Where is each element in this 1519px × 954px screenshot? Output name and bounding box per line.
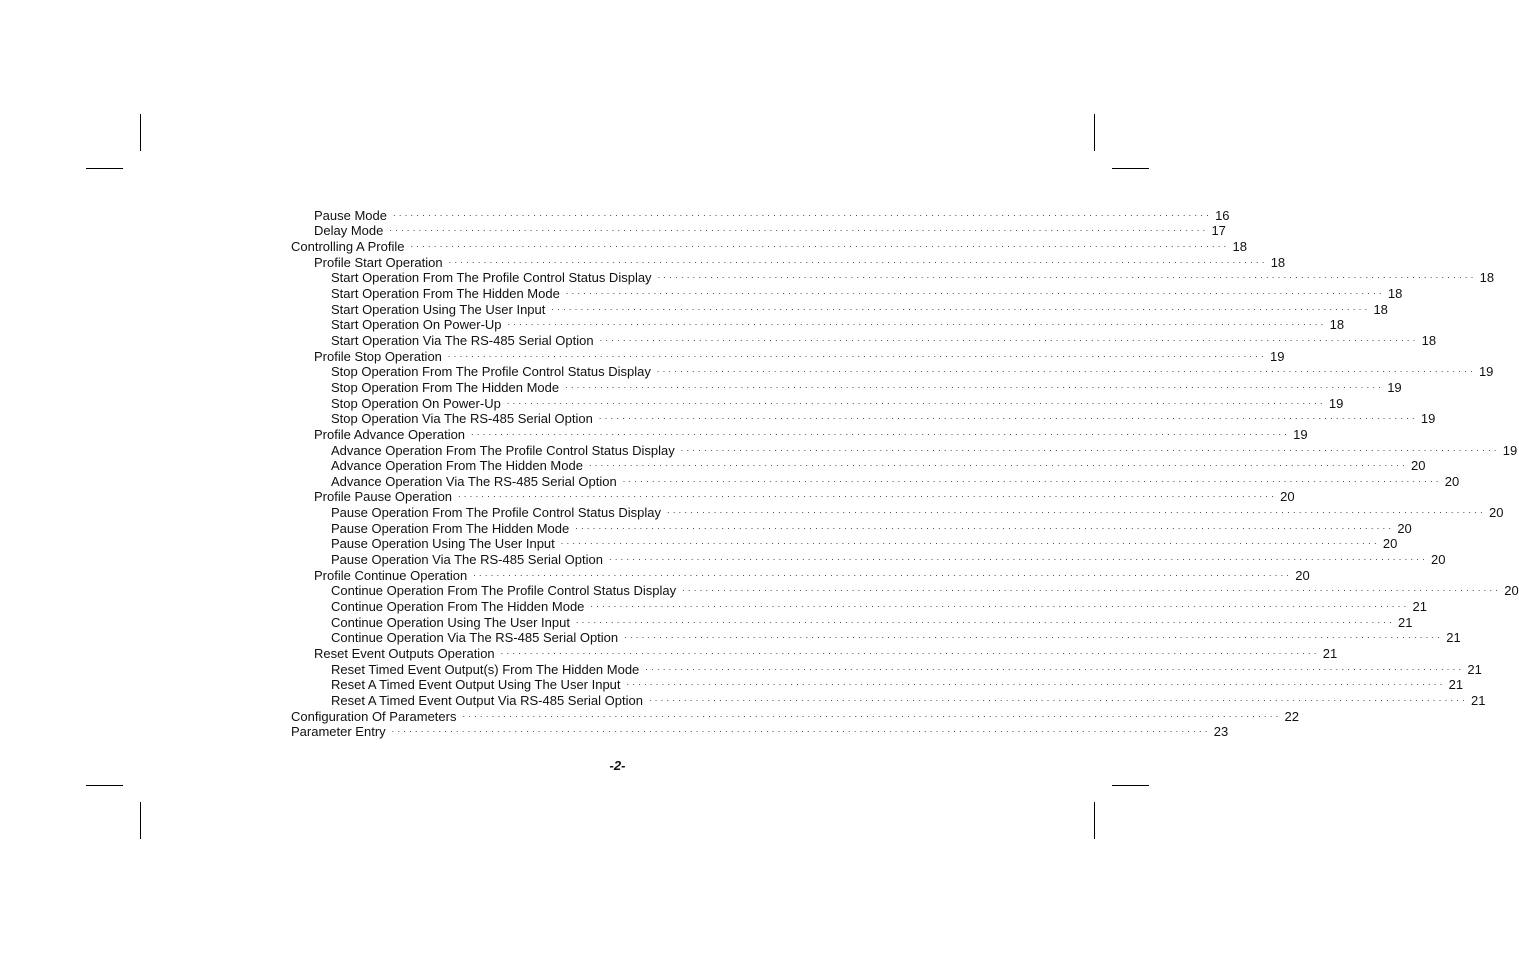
- toc-entry-title: Profile Continue Operation: [314, 567, 468, 583]
- toc-entry[interactable]: [291, 583, 1519, 599]
- toc-entry-page-number: 18: [1421, 332, 1437, 348]
- toc-dot-leader: ............................................................................................................................................: [648, 693, 1469, 703]
- toc-dot-leader: ............................................................................................................................................: [448, 254, 1268, 265]
- toc-entry-title: Start Operation Via The RS-485 Serial Option: [331, 332, 594, 348]
- toc-entry-title: Start Operation From The Profile Control Status Display: [331, 270, 652, 286]
- toc-entry-title: Reset Timed Event Output(s) From The Hidden Mode: [331, 661, 640, 677]
- toc-entry-title: Continue Operation Using The User Input: [331, 614, 570, 630]
- toc-entry-page-number: 19: [1269, 348, 1285, 364]
- toc-dot-leader: ............................................................................................................................................: [389, 223, 1209, 234]
- toc-entry-title: Start Operation Using The User Input: [331, 301, 546, 317]
- toc-entry-title: Pause Operation From The Profile Control Status Display: [331, 505, 661, 521]
- toc-entry-title: Pause Operation Using The User Input: [331, 536, 555, 552]
- toc-entry-page-number: 17: [1211, 223, 1226, 239]
- toc-entry-title: Continue Operation Via The RS-485 Serial Option: [331, 630, 619, 646]
- toc-dot-leader: ............................................................................................................................................: [656, 364, 1476, 375]
- toc-dot-leader: ............................................................................................................................................: [626, 677, 1446, 688]
- toc-entry-title: Configuration Of Parameters: [291, 708, 457, 724]
- toc-entry[interactable]: [291, 614, 1413, 630]
- toc-entry[interactable]: [291, 708, 1300, 724]
- toc-dot-leader: ............................................................................................................................................: [622, 473, 1442, 484]
- toc-entry[interactable]: [291, 301, 1388, 317]
- toc-dot-leader: ............................................................................................................................................: [599, 332, 1419, 343]
- crop-mark-bottom-right-vertical: [1094, 802, 1095, 839]
- toc-dot-leader: ............................................................................................................................................: [565, 285, 1385, 296]
- toc-dot-leader: ............................................................................................................................................: [565, 379, 1385, 390]
- toc-entry-title: Stop Operation From The Hidden Mode: [331, 379, 560, 395]
- toc-entry-title: Pause Operation From The Hidden Mode: [331, 520, 570, 536]
- toc-dot-leader: ............................................................................................................................................: [682, 583, 1502, 594]
- toc-entry[interactable]: [291, 254, 1286, 270]
- toc-entry[interactable]: [291, 473, 1460, 489]
- toc-entry-page-number: 20: [1280, 489, 1295, 505]
- toc-dot-leader: ............................................................................................................................................: [458, 489, 1278, 500]
- toc-entry[interactable]: [291, 411, 1436, 427]
- toc-entry-title: Profile Start Operation: [314, 254, 443, 270]
- toc-dot-leader: ............................................................................................................................................: [447, 348, 1267, 359]
- toc-entry[interactable]: [291, 724, 1229, 740]
- toc-entry-title: Reset Event Outputs Operation: [314, 646, 495, 662]
- toc-entry[interactable]: [291, 677, 1464, 693]
- toc-entry-page-number: 19: [1502, 442, 1518, 458]
- toc-entry[interactable]: [291, 551, 1446, 568]
- toc-dot-leader: ............................................................................................................................................: [551, 301, 1371, 312]
- toc-entry[interactable]: [291, 692, 1486, 708]
- toc-entry-title: Pause Operation Via The RS-485 Serial Option: [331, 552, 603, 568]
- toc-entry-page-number: 20: [1397, 520, 1412, 536]
- toc-entry[interactable]: [291, 567, 1310, 583]
- page-number: -2-: [609, 758, 626, 773]
- toc-entry-page-number: 21: [1412, 599, 1427, 615]
- toc-dot-leader: ............................................................................................................................................: [506, 395, 1326, 406]
- toc-dot-leader: ............................................................................................................................................: [393, 207, 1213, 218]
- toc-entry[interactable]: [291, 458, 1426, 474]
- toc-entry-page-number: 20: [1382, 536, 1398, 552]
- toc-entry-page-number: 21: [1448, 677, 1464, 693]
- toc-entry-title: Advance Operation Via The RS-485 Serial Option: [331, 473, 617, 489]
- toc-dot-leader: ............................................................................................................................................: [473, 567, 1293, 578]
- toc-entry-title: Pause Mode: [314, 207, 387, 223]
- toc-entry-title: Advance Operation From The Hidden Mode: [331, 458, 583, 474]
- crop-mark-top-left-horizontal: [86, 168, 123, 169]
- toc-entry-page-number: 20: [1295, 567, 1310, 583]
- toc-entry-page-number: 22: [1284, 708, 1300, 724]
- toc-dot-leader: ............................................................................................................................................: [500, 646, 1320, 657]
- toc-entry-page-number: 18: [1479, 270, 1495, 286]
- toc-entry-title: Start Operation From The Hidden Mode: [331, 285, 560, 301]
- crop-mark-top-left-vertical: [140, 114, 141, 151]
- toc-entry[interactable]: [291, 598, 1427, 615]
- toc-entry-title: Stop Operation Via The RS-485 Serial Option: [331, 411, 593, 427]
- toc-entry-page-number: 21: [1322, 646, 1338, 662]
- toc-entry[interactable]: [291, 395, 1344, 411]
- toc-entry-title: Controlling A Profile: [291, 238, 405, 254]
- toc-entry-page-number: 19: [1420, 411, 1436, 427]
- toc-entry-page-number: 20: [1489, 505, 1504, 521]
- toc-entry-page-number: 18: [1232, 238, 1247, 254]
- toc-entry-page-number: 16: [1215, 207, 1230, 223]
- toc-dot-leader: ............................................................................................................................................: [560, 536, 1380, 547]
- toc-dot-leader: ............................................................................................................................................: [590, 599, 1410, 610]
- toc-entry-page-number: 21: [1471, 693, 1486, 708]
- toc-entry-title: Profile Stop Operation: [314, 348, 442, 364]
- toc-entry[interactable]: [291, 332, 1437, 348]
- toc-entry[interactable]: [291, 630, 1461, 646]
- crop-mark-bottom-left-vertical: [140, 802, 141, 839]
- toc-entry-page-number: 18: [1373, 301, 1388, 317]
- toc-entry-title: Continue Operation From The Hidden Mode: [331, 599, 585, 615]
- toc-entry[interactable]: [291, 426, 1308, 442]
- toc-dot-leader: ............................................................................................................................................: [680, 442, 1500, 453]
- toc-entry[interactable]: [291, 661, 1482, 677]
- toc-entry[interactable]: [291, 442, 1518, 458]
- toc-entry[interactable]: [291, 489, 1295, 505]
- toc-entry-page-number: 21: [1446, 630, 1461, 646]
- table-of-contents: [291, 207, 1519, 740]
- toc-dot-leader: ............................................................................................................................................: [598, 411, 1418, 422]
- toc-dot-leader: ............................................................................................................................................: [462, 708, 1282, 719]
- toc-entry[interactable]: [291, 536, 1398, 552]
- toc-entry-title: Stop Operation On Power-Up: [331, 395, 501, 411]
- toc-entry-page-number: 21: [1398, 614, 1413, 630]
- toc-entry-title: Parameter Entry: [291, 724, 386, 740]
- toc-entry[interactable]: [291, 504, 1504, 521]
- toc-entry-title: Stop Operation From The Profile Control Status Display: [331, 364, 651, 380]
- toc-entry-title: Delay Mode: [314, 223, 384, 239]
- toc-dot-leader: ............................................................................................................................................: [575, 520, 1395, 531]
- toc-entry-page-number: 18: [1329, 317, 1345, 333]
- toc-dot-leader: ............................................................................................................................................: [645, 661, 1465, 672]
- toc-entry[interactable]: [291, 348, 1285, 364]
- toc-entry[interactable]: [291, 379, 1402, 395]
- toc-dot-leader: ............................................................................................................................................: [588, 458, 1409, 469]
- toc-entry-page-number: 20: [1504, 583, 1519, 599]
- toc-entry-title: Advance Operation From The Profile Control Status Display: [331, 442, 675, 458]
- toc-entry[interactable]: [291, 645, 1338, 662]
- toc-entry-page-number: 23: [1213, 724, 1229, 740]
- toc-entry-page-number: 19: [1478, 364, 1494, 380]
- crop-mark-bottom-right-horizontal: [1112, 785, 1149, 786]
- toc-dot-leader: ............................................................................................................................................: [666, 505, 1487, 516]
- toc-dot-leader: ............................................................................................................................................: [657, 270, 1477, 281]
- toc-entry-page-number: 18: [1270, 254, 1286, 270]
- toc-dot-leader: ............................................................................................................................................: [624, 630, 1444, 641]
- toc-dot-leader: ............................................................................................................................................: [507, 317, 1327, 328]
- toc-dot-leader: ............................................................................................................................................: [391, 724, 1211, 735]
- toc-entry-page-number: 19: [1387, 379, 1402, 395]
- toc-entry-page-number: 21: [1467, 661, 1482, 677]
- toc-entry-title: Reset A Timed Event Output Via RS-485 Serial Option: [331, 693, 643, 708]
- toc-entry-page-number: 20: [1431, 552, 1446, 568]
- crop-mark-top-right-horizontal: [1112, 168, 1149, 169]
- toc-entry[interactable]: [291, 223, 1226, 239]
- toc-entry-title: Profile Pause Operation: [314, 489, 453, 505]
- toc-dot-leader: ............................................................................................................................................: [410, 238, 1230, 249]
- toc-entry-page-number: 20: [1411, 458, 1426, 474]
- toc-entry[interactable]: [291, 207, 1230, 223]
- toc-entry-title: Reset A Timed Event Output Using The User Input: [331, 677, 621, 693]
- toc-entry[interactable]: [291, 285, 1403, 301]
- toc-entry[interactable]: [291, 270, 1495, 286]
- toc-entry-title: Continue Operation From The Profile Control Status Display: [331, 583, 677, 599]
- toc-entry[interactable]: [291, 520, 1412, 536]
- toc-entry[interactable]: [291, 317, 1345, 333]
- toc-entry[interactable]: [291, 238, 1247, 254]
- toc-dot-leader: ............................................................................................................................................: [608, 552, 1429, 563]
- toc-dot-leader: ............................................................................................................................................: [575, 614, 1396, 625]
- toc-entry-page-number: 19: [1293, 426, 1308, 442]
- toc-entry-page-number: 20: [1444, 473, 1460, 489]
- toc-entry-title: Start Operation On Power-Up: [331, 317, 502, 333]
- toc-entry[interactable]: [291, 364, 1494, 380]
- crop-mark-bottom-left-horizontal: [86, 785, 123, 786]
- toc-dot-leader: ............................................................................................................................................: [471, 426, 1291, 437]
- crop-mark-top-right-vertical: [1094, 114, 1095, 151]
- toc-entry-page-number: 19: [1328, 395, 1344, 411]
- toc-entry-page-number: 18: [1387, 285, 1403, 301]
- toc-entry-title: Profile Advance Operation: [314, 426, 466, 442]
